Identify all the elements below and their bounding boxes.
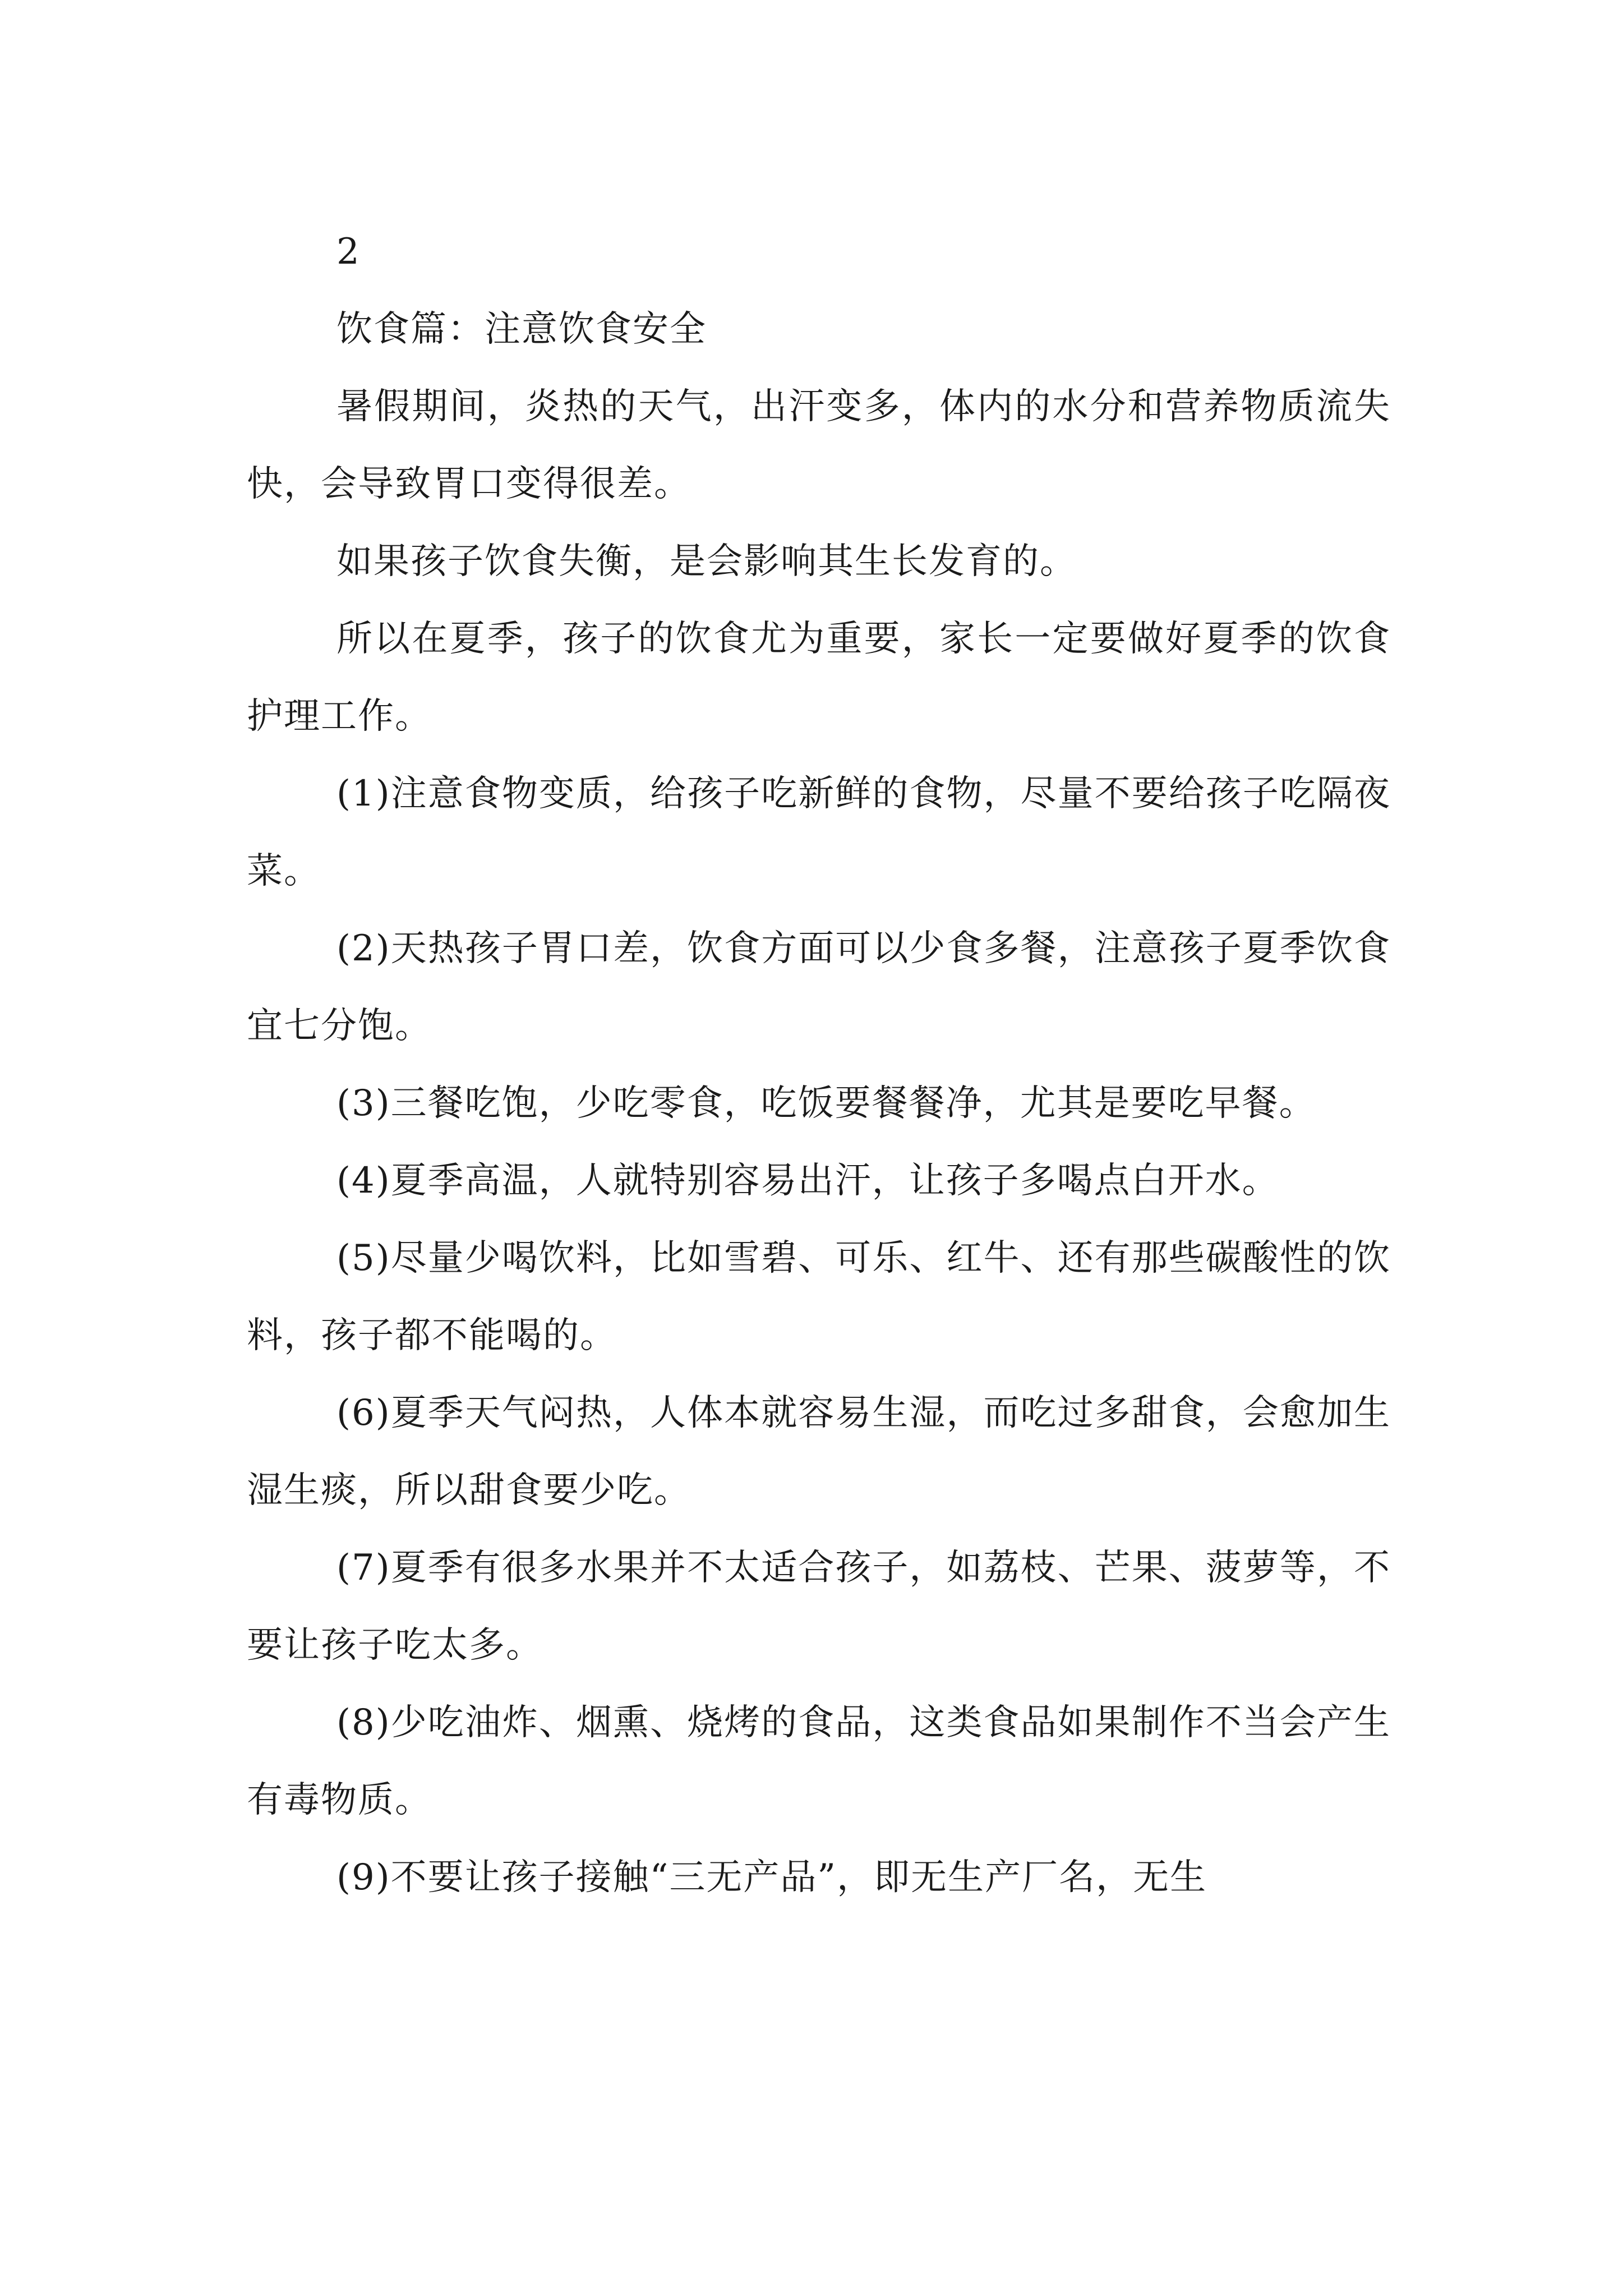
list-item-8: (8)少吃油炸、烟熏、烧烤的食品，这类食品如果制作不当会产生有毒物质。	[247, 1702, 1391, 1821]
list-item-7: (7)夏季有很多水果并不太适合孩子，如荔枝、芒果、菠萝等，不要让孩子吃太多。	[247, 1547, 1391, 1666]
list-item-1: (1)注意食物变质，给孩子吃新鲜的食物，尽量不要给孩子吃隔夜菜。	[247, 773, 1391, 892]
list-item-3: (3)三餐吃饱，少吃零食，吃饭要餐餐净，尤其是要吃早餐。	[336, 1083, 1316, 1124]
list-item-6: (6)夏季天气闷热，人体本就容易生湿，而吃过多甜食，会愈加生湿生痰，所以甜食要少吃。	[247, 1392, 1391, 1511]
paragraph-intro: 暑假期间，炎热的天气，出汗变多，体内的水分和营养物质流失快，会导致胃口变得很差。	[247, 386, 1391, 505]
list-item-4: (4)夏季高温，人就特别容易出汗，让孩子多喝点白开水。	[336, 1160, 1279, 1202]
paragraph-summer: 所以在夏季，孩子的饮食尤为重要，家长一定要做好夏季的饮食护理工作。	[247, 618, 1391, 737]
document-body	[247, 213, 1391, 1916]
list-item-9: (9)不要让孩子接触“三无产品”，即无生产厂名，无生	[336, 1857, 1207, 1898]
page-number: 2	[336, 231, 359, 273]
list-item-5: (5)尽量少喝饮料，比如雪碧、可乐、红牛、还有那些碳酸性的饮料，孩子都不能喝的。	[247, 1237, 1391, 1356]
list-item-2: (2)天热孩子胃口差，饮食方面可以少食多餐，注意孩子夏季饮食宜七分饱。	[247, 928, 1391, 1047]
paragraph-imbalance: 如果孩子饮食失衡，是会影响其生长发育的。	[336, 541, 1077, 582]
section-heading: 饮食篇：注意饮食安全	[336, 309, 707, 350]
